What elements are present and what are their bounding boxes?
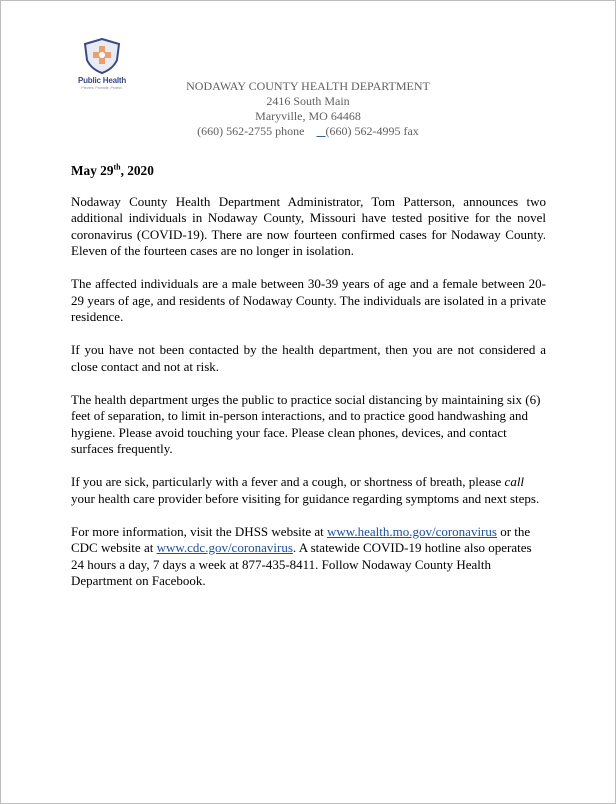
paragraph-social-distancing: The health department urges the public to practice social distancing by maintaining six (6) feet of separation, to limit in-person interactions, and to practice good handwashing and hygiene. Please avoid touching your face. Please clean phones, devices, and contact surfaces frequently. xyxy=(71,391,541,456)
sick-text-before: If you are sick, particularly with a fever and a cough, or shortness of breath, please xyxy=(71,474,505,489)
paragraph-affected-individuals: The affected individuals are a male between 30-39 years of age and a female between 20-29 years of age, and residents of Nodaway County. The individuals are isolated in a private residence. xyxy=(71,276,546,324)
public-health-logo xyxy=(68,38,136,98)
paragraph-announcement: Nodaway County Health Department Administrator, Tom Patterson, announces two additional individuals in Nodaway County, Missouri have tested positive for the novel coronavirus (COVID-19). There are now fourteen confirmed cases for Nodaway County. Eleven of the fourteen cases are no longer in isolation. xyxy=(71,193,546,258)
paragraph-more-info xyxy=(71,524,546,590)
cdc-link[interactable]: www.cdc.gov/coronavirus xyxy=(156,540,293,555)
info-text-1: For more information, visit the DHSS website at xyxy=(71,523,328,539)
street-address: 2416 South Main xyxy=(266,94,350,108)
date-year: , 2020 xyxy=(120,163,154,178)
info-text-2: or the CDC website at xyxy=(71,523,531,555)
city-address: Maryville, MO 64468 xyxy=(255,109,361,123)
sick-text-after: your health care provider before visiting for guidance regarding symptoms and next steps. xyxy=(71,490,540,506)
date-day: May 29 xyxy=(71,163,114,178)
logo-name: Public Health xyxy=(77,76,127,85)
dhss-link[interactable]: www.health.mo.gov/coronavirus xyxy=(327,523,497,539)
shield-icon xyxy=(82,38,122,74)
release-date xyxy=(71,163,546,180)
org-name: NODAWAY COUNTY HEALTH DEPARTMENT xyxy=(186,79,430,93)
sick-text-emphasis: call xyxy=(504,474,525,489)
paragraph-sick-guidance xyxy=(71,474,546,507)
contact-line xyxy=(150,124,466,139)
letterhead xyxy=(150,79,466,139)
paragraph-close-contact: If you have not been contacted by the health department, then you are not considered a close contact and not at risk. xyxy=(71,342,546,374)
fax-separator xyxy=(317,124,326,138)
info-text-3: . A statewide COVID-19 hotline also operates 24 hours a day, 7 days a week at 877-435-8411. Follow Nodaway County Health Department on Facebook. xyxy=(71,540,532,588)
document-body xyxy=(71,163,546,606)
date-suffix: th xyxy=(113,162,121,172)
logo-tagline: Prevent. Promote. Protect. xyxy=(81,86,123,90)
phone-number: (660) 562-2755 phone xyxy=(197,124,305,138)
fax-number: (660) 562-4995 fax xyxy=(325,124,419,138)
